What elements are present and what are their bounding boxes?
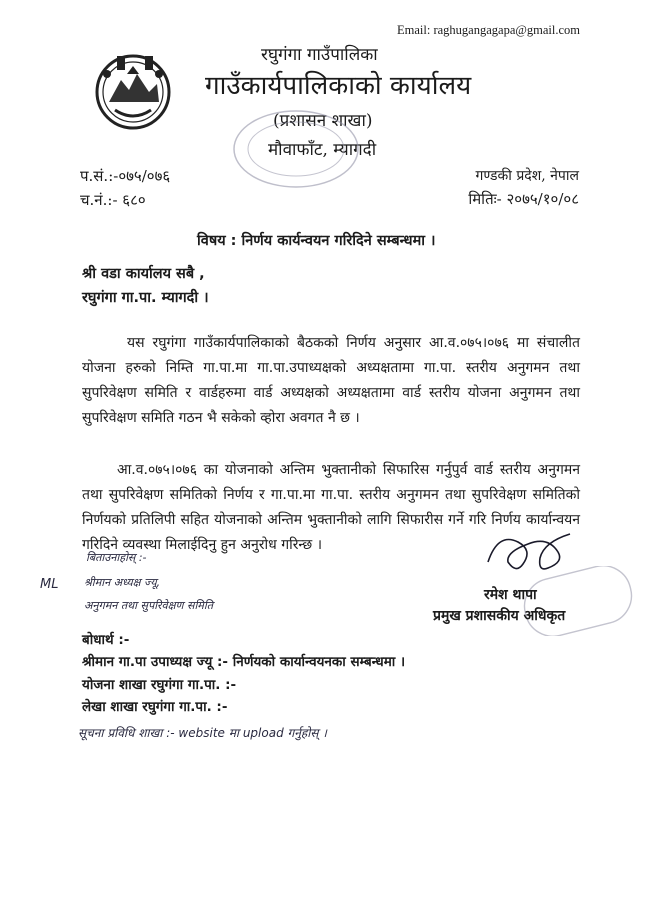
signer-title: प्रमुख प्रशासकीय अधिकृत xyxy=(433,608,566,624)
office-stamp-icon xyxy=(226,104,366,194)
handwritten-note: बिताउनाहोस् :- xyxy=(86,551,147,564)
handwritten-initials: ML xyxy=(40,577,59,592)
province-label: गण्डकी प्रदेश, नेपाल xyxy=(475,168,579,184)
office-title: गाउँकार्यपालिकाको कार्यालय xyxy=(205,71,472,101)
body-paragraph: यस रघुगंगा गाउँकार्यपालिकाको बैठकको निर्णय अनुसार आ.व.०७५।०७६ मा संचालीत योजना हरुको निम्ति गा.पा.मा गा.पा.उपाध्यक्षको अध्यक्षतामा गा.पा. स्तरीय अनुगमन तथा सुपरिवेक्षण समिति र वार्डहरुमा वार्ड अध्यक्षको अध्यक्षतामा वार्ड स्तरीय योजना अनुगमन तथा सुपरिवेक्षण समिति गठन भै सकेको व्होरा अवगत नै छ । xyxy=(82,335,580,426)
addressee-line: रघुगंगा गा.पा. म्यागदी । xyxy=(82,290,209,306)
cc-line: योजना शाखा रघुगंगा गा.पा. :- xyxy=(82,677,237,693)
body-paragraph: आ.व.०७५।०७६ का योजनाको अन्तिम भुक्तानीको सिफारिस गर्नुपुर्व वार्ड स्तरीय अनुगमन तथा सुपरिवेक्षण समितिको निर्णय र गा.पा.मा गा.पा. स्तरीय अनुगमन तथा सुपरिवेक्षण समितिको निर्णयको प्रतिलिपी सहित योजनाको अन्तिम भुक्तानीको लागि सिफारीस गर्ने गरि निर्णय कार्यान्वयन गरिदिने व्यवस्था मिलाईदिनु हुन अनुरोध गरिन्छ । xyxy=(82,462,580,553)
handwritten-note: सूचना प्रविधि शाखा :- website मा upload गर्नुहोस् । xyxy=(78,726,327,740)
email-address: Email: raghugangagapa@gmail.com xyxy=(397,23,580,37)
cc-heading: बोधार्थ :- xyxy=(82,632,130,648)
letter-date: मितिः- २०७५/१०/०८ xyxy=(468,190,579,208)
office-name: रघुगंगा गाउँपालिका xyxy=(261,45,378,65)
office-address: मौवाफाँट, म्यागदी xyxy=(268,140,377,160)
dispatch-number: च.नं.:- ६८० xyxy=(80,191,146,209)
reference-number: प.सं.:-०७५/०७६ xyxy=(80,167,171,185)
signer-name: रमेश थापा xyxy=(484,587,537,603)
addressee-line: श्री वडा कार्यालय सबै , xyxy=(82,266,205,282)
nepal-emblem-icon xyxy=(87,44,179,134)
letter-subject: विषय : निर्णय कार्यन्वयन गरिदिने सम्बन्धमा । xyxy=(197,233,436,249)
cc-line: श्रीमान गा.पा उपाध्यक्ष ज्यू :- निर्णयको कार्यान्वयनका सम्बन्धमा । xyxy=(82,654,406,670)
office-branch: (प्रशासन शाखा) xyxy=(273,111,373,131)
handwritten-note: श्रीमान अध्यक्ष ज्यू, xyxy=(84,576,161,589)
cc-line: लेखा शाखा रघुगंगा गा.पा. :- xyxy=(82,699,228,715)
handwritten-note: अनुगमन तथा सुपरिवेक्षण समिति xyxy=(84,599,213,612)
